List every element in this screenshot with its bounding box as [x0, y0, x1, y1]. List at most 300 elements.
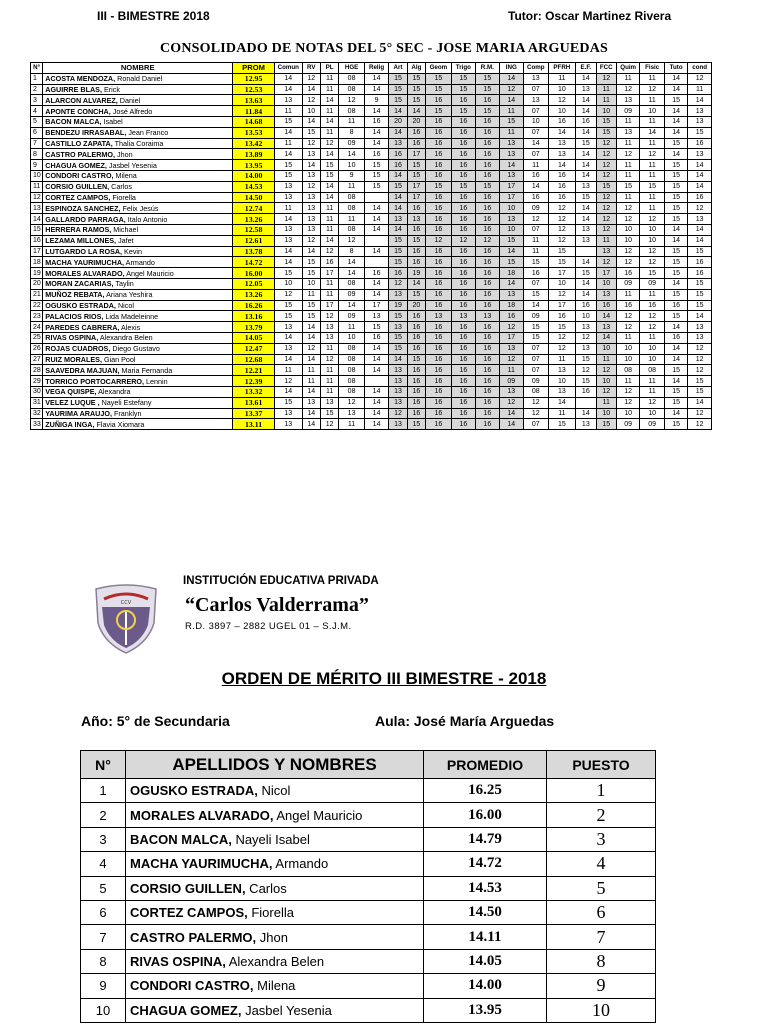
grade-cell: 15 — [389, 95, 407, 106]
grade-cell: 13 — [407, 214, 425, 225]
grade-cell: 15 — [548, 419, 576, 430]
grade-cell: 12 — [548, 203, 576, 214]
grade-cell: 14 — [320, 149, 338, 160]
grade-cell: 16 — [476, 397, 499, 408]
grade-cell: 13 — [389, 214, 407, 225]
grades-row — [31, 311, 712, 322]
grades-row — [31, 408, 712, 419]
grade-cell: 16 — [426, 354, 452, 365]
student-given-name: Armando — [125, 257, 155, 267]
grade-cell: 12 — [616, 386, 639, 397]
grade-cell: 11 — [339, 214, 365, 225]
grade-cell: 11 — [275, 365, 303, 376]
student-given-name: Lennin — [146, 376, 168, 386]
grade-cell: 11 — [640, 332, 665, 343]
grades-col-header: HGE — [339, 63, 365, 74]
grade-cell: 10 — [302, 278, 320, 289]
grade-cell: 16 — [476, 246, 499, 257]
grade-cell: 08 — [339, 376, 365, 387]
row-number: 4 — [31, 106, 43, 117]
grade-cell: 14 — [302, 332, 320, 343]
grade-cell: 14 — [664, 354, 687, 365]
grade-cell: 13 — [499, 149, 524, 160]
grade-cell: 14 — [275, 84, 303, 95]
grade-cell: 15 — [389, 332, 407, 343]
grades-row — [31, 278, 712, 289]
grades-col-header: Art — [389, 63, 407, 74]
grade-cell: 16 — [426, 419, 452, 430]
grades-row — [31, 203, 712, 214]
grade-cell: 08 — [640, 365, 665, 376]
grade-cell: 14 — [576, 408, 596, 419]
grade-cell: 08 — [339, 386, 365, 397]
grades-row — [31, 224, 712, 235]
grade-cell: 11 — [616, 192, 639, 203]
grades-row — [31, 127, 712, 138]
grade-cell: 10 — [596, 106, 616, 117]
grades-row — [31, 354, 712, 365]
grade-cell: 16 — [476, 268, 499, 279]
student-surname: ESPINOZA SANCHEZ, — [45, 203, 121, 213]
grades-col-header: Trigo — [451, 63, 476, 74]
grade-cell: 16 — [476, 408, 499, 419]
grade-cell: 11 — [499, 365, 524, 376]
grade-cell: 08 — [616, 365, 639, 376]
student-average: 14.72 — [233, 257, 275, 268]
grade-cell: 10 — [548, 106, 576, 117]
grade-cell: 16 — [524, 268, 549, 279]
merit-number: 10 — [81, 998, 126, 1022]
grade-cell: 12 — [451, 235, 476, 246]
student-surname: MORAN ZACARIAS, — [45, 279, 114, 289]
grade-cell: 11 — [524, 160, 549, 171]
grade-cell: 12 — [548, 289, 576, 300]
grade-cell: 15 — [576, 268, 596, 279]
row-number: 32 — [31, 408, 43, 419]
grade-cell: 14 — [320, 95, 338, 106]
grades-row — [31, 397, 712, 408]
student-average: 13.32 — [233, 386, 275, 397]
grade-cell: 12 — [688, 354, 712, 365]
grade-cell: 15 — [364, 170, 389, 181]
student-given-name: Jafet — [118, 236, 134, 246]
merit-row — [81, 779, 656, 803]
student-average: 14.05 — [233, 332, 275, 343]
grade-cell: 10 — [339, 332, 365, 343]
grade-cell: 14 — [499, 278, 524, 289]
merit-student-name — [126, 852, 424, 876]
student-given-name: Alexandra Belen — [99, 333, 153, 343]
grade-cell: 16 — [426, 376, 452, 387]
student-average: 13.16 — [233, 311, 275, 322]
grade-cell: 10 — [339, 160, 365, 171]
grade-cell: 12 — [524, 408, 549, 419]
grade-cell: 16 — [576, 300, 596, 311]
merit-row — [81, 949, 656, 973]
grade-cell: 12 — [596, 192, 616, 203]
grade-cell: 16 — [451, 354, 476, 365]
merit-average: 16.00 — [424, 803, 547, 827]
grade-cell: 16 — [407, 203, 425, 214]
grade-cell: 14 — [524, 181, 549, 192]
grade-cell: 13 — [302, 214, 320, 225]
grades-row — [31, 386, 712, 397]
grade-cell: 14 — [576, 278, 596, 289]
grade-cell: 16 — [451, 246, 476, 257]
grade-cell: 14 — [275, 127, 303, 138]
row-number: 28 — [31, 365, 43, 376]
grade-cell: 9 — [364, 95, 389, 106]
grade-cell: 11 — [616, 170, 639, 181]
merit-average: 14.05 — [424, 949, 547, 973]
grade-cell: 12 — [596, 386, 616, 397]
student-average: 13.95 — [233, 160, 275, 171]
student-surname: GALLARDO PARRAGA, — [45, 214, 126, 224]
grade-cell: 11 — [596, 235, 616, 246]
grade-cell: 14 — [364, 408, 389, 419]
grade-cell: 10 — [616, 343, 639, 354]
grade-cell: 12 — [548, 95, 576, 106]
grade-cell: 15 — [664, 386, 687, 397]
grade-cell: 12 — [499, 354, 524, 365]
grades-row — [31, 73, 712, 84]
row-number: 1 — [31, 73, 43, 84]
grade-cell: 16 — [451, 419, 476, 430]
student-name — [43, 203, 233, 214]
grade-cell: 15 — [302, 311, 320, 322]
student-given-name: Nicol — [117, 300, 134, 310]
grade-cell: 12 — [596, 257, 616, 268]
grade-cell — [364, 257, 389, 268]
grade-cell: 12 — [596, 73, 616, 84]
grade-cell: 16 — [451, 95, 476, 106]
grade-cell: 20 — [407, 300, 425, 311]
grade-cell: 16 — [426, 203, 452, 214]
grade-cell: 11 — [302, 376, 320, 387]
grade-cell: 09 — [524, 203, 549, 214]
merit-student-name — [126, 876, 424, 900]
grades-row — [31, 268, 712, 279]
grade-cell: 16 — [451, 268, 476, 279]
institution-type: INSTITUCIÓN EDUCATIVA PRIVADA — [183, 575, 379, 587]
student-given-name: Erick — [103, 84, 120, 94]
student-surname: CHAGUA GOMEZ, — [45, 160, 107, 170]
merit-surname: BACON MALCA, — [130, 831, 232, 847]
grade-cell: 13 — [302, 224, 320, 235]
grade-cell: 13 — [389, 397, 407, 408]
student-given-name: Diego Gustavo — [112, 344, 160, 354]
grade-cell: 15 — [688, 278, 712, 289]
grade-cell: 12 — [616, 257, 639, 268]
grade-cell: 14 — [364, 224, 389, 235]
grade-cell: 12 — [616, 311, 639, 322]
grade-cell: 10 — [640, 354, 665, 365]
student-given-name: Fiorella — [112, 192, 136, 202]
grade-cell: 12 — [548, 332, 576, 343]
grade-cell: 14 — [364, 138, 389, 149]
grade-cell: 17 — [596, 268, 616, 279]
grade-cell: 10 — [616, 354, 639, 365]
grade-cell: 16 — [688, 138, 712, 149]
grade-cell: 11 — [616, 138, 639, 149]
grade-cell: 11 — [320, 106, 338, 117]
grade-cell: 14 — [664, 224, 687, 235]
grade-cell: 14 — [499, 95, 524, 106]
grade-cell: 07 — [524, 149, 549, 160]
grade-cell: 14 — [548, 160, 576, 171]
student-average: 13.37 — [233, 408, 275, 419]
grade-cell: 11 — [616, 289, 639, 300]
grades-row — [31, 149, 712, 160]
grade-cell: 16 — [426, 160, 452, 171]
student-surname: RIVAS OSPINA, — [45, 333, 99, 343]
grade-cell: 16 — [476, 160, 499, 171]
student-average: 13.53 — [233, 127, 275, 138]
student-surname: TORRICO PORTOCARRERO, — [45, 376, 145, 386]
grade-cell: 16 — [548, 170, 576, 181]
student-name — [43, 192, 233, 203]
grade-cell: 14 — [524, 300, 549, 311]
grade-cell: 11 — [320, 127, 338, 138]
grade-cell: 14 — [499, 419, 524, 430]
grade-cell: 09 — [499, 376, 524, 387]
grade-cell: 15 — [451, 106, 476, 117]
grade-cell: 12 — [640, 246, 665, 257]
grade-cell: 11 — [640, 289, 665, 300]
grade-cell: 13 — [576, 224, 596, 235]
grade-cell: 16 — [426, 268, 452, 279]
grade-cell: 11 — [596, 95, 616, 106]
grades-row — [31, 170, 712, 181]
grade-cell: 15 — [616, 181, 639, 192]
grade-cell: 14 — [364, 127, 389, 138]
grade-cell: 10 — [548, 84, 576, 95]
student-given-name: Gian Pool — [103, 354, 136, 364]
grades-col-header: N° — [31, 63, 43, 74]
student-given-name: Franklyn — [113, 408, 142, 418]
grade-cell: 11 — [320, 386, 338, 397]
grades-row — [31, 192, 712, 203]
row-number: 17 — [31, 246, 43, 257]
grade-cell: 14 — [275, 214, 303, 225]
merit-surname: CORTEZ CAMPOS, — [130, 905, 248, 921]
student-average: 14.68 — [233, 116, 275, 127]
grade-cell: 15 — [275, 268, 303, 279]
grade-cell: 16 — [451, 332, 476, 343]
grade-cell: 14 — [499, 160, 524, 171]
grade-cell: 16 — [407, 246, 425, 257]
merit-rank: 8 — [547, 949, 656, 973]
student-average: 12.61 — [233, 235, 275, 246]
grade-cell: 16 — [426, 408, 452, 419]
grades-row — [31, 214, 712, 225]
grade-cell: 16 — [451, 224, 476, 235]
grade-cell: 14 — [302, 419, 320, 430]
student-given-name: Ariana Yeshira — [106, 290, 153, 300]
student-surname: CASTILLO ZAPATA, — [45, 138, 113, 148]
grade-cell: 13 — [275, 419, 303, 430]
grade-cell: 13 — [596, 289, 616, 300]
grade-cell: 11 — [640, 192, 665, 203]
grade-cell: 12 — [548, 214, 576, 225]
grade-cell: 16 — [451, 289, 476, 300]
grade-cell: 16 — [451, 300, 476, 311]
student-name — [43, 170, 233, 181]
grade-cell: 10 — [640, 408, 665, 419]
grade-cell: 11 — [320, 84, 338, 95]
grade-cell: 09 — [616, 419, 639, 430]
grade-cell: 12 — [596, 138, 616, 149]
grade-cell: 12 — [302, 181, 320, 192]
grade-cell: 13 — [596, 322, 616, 333]
grade-cell: 16 — [476, 376, 499, 387]
period-label: III - BIMESTRE 2018 — [97, 9, 210, 23]
grade-cell: 18 — [499, 268, 524, 279]
grade-cell: 15 — [576, 376, 596, 387]
grade-cell: 15 — [548, 322, 576, 333]
grade-cell: 15 — [664, 311, 687, 322]
grade-cell: 15 — [596, 116, 616, 127]
grade-cell: 17 — [499, 181, 524, 192]
grade-cell: 13 — [320, 332, 338, 343]
grade-cell: 11 — [640, 203, 665, 214]
grade-cell: 15 — [548, 246, 576, 257]
grade-cell: 12 — [616, 203, 639, 214]
student-surname: PAREDES CABRERA, — [45, 322, 120, 332]
grade-cell: 16 — [451, 203, 476, 214]
grade-cell: 16 — [476, 138, 499, 149]
grades-col-header: FCC — [596, 63, 616, 74]
grade-cell: 10 — [576, 311, 596, 322]
grades-row — [31, 181, 712, 192]
merit-student-name — [126, 803, 424, 827]
grade-cell: 16 — [407, 397, 425, 408]
grade-cell: 11 — [320, 214, 338, 225]
grade-cell: 14 — [320, 235, 338, 246]
grade-cell: 16 — [426, 127, 452, 138]
merit-student-name — [126, 827, 424, 851]
grade-cell: 16 — [476, 170, 499, 181]
grade-cell: 16 — [476, 203, 499, 214]
student-surname: PALACIOS RIOS, — [45, 311, 104, 321]
merit-row — [81, 998, 656, 1022]
grade-cell: 16 — [426, 214, 452, 225]
grade-cell: 13 — [548, 138, 576, 149]
grade-cell: 12 — [596, 149, 616, 160]
grade-cell: 16 — [407, 408, 425, 419]
grade-cell: 13 — [275, 95, 303, 106]
grade-cell: 15 — [389, 246, 407, 257]
row-number: 8 — [31, 149, 43, 160]
row-number: 16 — [31, 235, 43, 246]
grade-cell: 11 — [302, 365, 320, 376]
grade-cell: 16 — [688, 192, 712, 203]
grade-cell: 14 — [576, 149, 596, 160]
grade-cell: 16 — [476, 192, 499, 203]
grades-col-header: Alg — [407, 63, 425, 74]
grade-cell: 14 — [339, 300, 365, 311]
grade-cell: 15 — [688, 127, 712, 138]
grade-cell: 11 — [320, 343, 338, 354]
grade-cell: 10 — [548, 278, 576, 289]
grade-cell: 12 — [302, 235, 320, 246]
student-average: 13.63 — [233, 95, 275, 106]
grade-cell: 14 — [339, 268, 365, 279]
grade-cell: 14 — [364, 278, 389, 289]
student-surname: LEZAMA MILLONES, — [45, 236, 117, 246]
grade-cell: 10 — [640, 235, 665, 246]
grade-cell: 13 — [616, 127, 639, 138]
grade-cell: 09 — [524, 376, 549, 387]
merit-given-name: Armando — [272, 856, 329, 872]
grade-cell: 16 — [407, 332, 425, 343]
grade-cell: 16 — [426, 278, 452, 289]
grade-cell: 15 — [688, 386, 712, 397]
grade-cell: 11 — [616, 332, 639, 343]
grade-cell: 08 — [339, 106, 365, 117]
grade-cell: 12 — [688, 73, 712, 84]
school-name: “Carlos Valderrama” — [185, 594, 369, 616]
grade-cell: 15 — [451, 73, 476, 84]
grade-cell: 11 — [616, 160, 639, 171]
grade-cell: 15 — [524, 322, 549, 333]
merit-rank: 9 — [547, 974, 656, 998]
grade-cell: 10 — [596, 278, 616, 289]
grade-cell: 13 — [275, 408, 303, 419]
student-surname: ALARCON ALVAREZ, — [45, 95, 118, 105]
grade-cell: 07 — [524, 365, 549, 376]
student-average: 16.26 — [233, 300, 275, 311]
grade-cell: 16 — [576, 116, 596, 127]
grade-cell: 15 — [389, 343, 407, 354]
grades-col-header: Fisic — [640, 63, 665, 74]
grade-cell: 15 — [389, 257, 407, 268]
grade-cell: 11 — [640, 386, 665, 397]
grades-col-header: cond — [688, 63, 712, 74]
row-number: 12 — [31, 192, 43, 203]
grade-cell: 15 — [548, 257, 576, 268]
row-number: 7 — [31, 138, 43, 149]
grade-cell: 13 — [275, 224, 303, 235]
merit-surname: MORALES ALVARADO, — [130, 807, 274, 823]
grade-cell: 09 — [339, 289, 365, 300]
student-name — [43, 257, 233, 268]
grades-row — [31, 419, 712, 430]
grade-cell: 14 — [275, 257, 303, 268]
grade-cell: 13 — [576, 343, 596, 354]
student-name — [43, 408, 233, 419]
merit-given-name: Nicol — [257, 783, 291, 799]
grade-cell: 14 — [688, 95, 712, 106]
grade-cell: 08 — [339, 192, 365, 203]
grade-cell: 13 — [688, 322, 712, 333]
student-surname: AGUIRRE BLAS, — [45, 84, 102, 94]
grade-cell: 16 — [596, 300, 616, 311]
grade-cell: 10 — [302, 106, 320, 117]
grade-cell: 16 — [426, 246, 452, 257]
grade-cell: 12 — [320, 419, 338, 430]
grade-cell: 14 — [664, 84, 687, 95]
grade-cell: 13 — [389, 386, 407, 397]
merit-number: 4 — [81, 852, 126, 876]
student-surname: OGUSKO ESTRADA, — [45, 300, 116, 310]
student-name — [43, 106, 233, 117]
grade-cell: 16 — [688, 268, 712, 279]
grade-cell: 15 — [389, 73, 407, 84]
grade-cell: 14 — [364, 246, 389, 257]
grade-cell: 12 — [688, 408, 712, 419]
student-average: 13.79 — [233, 322, 275, 333]
